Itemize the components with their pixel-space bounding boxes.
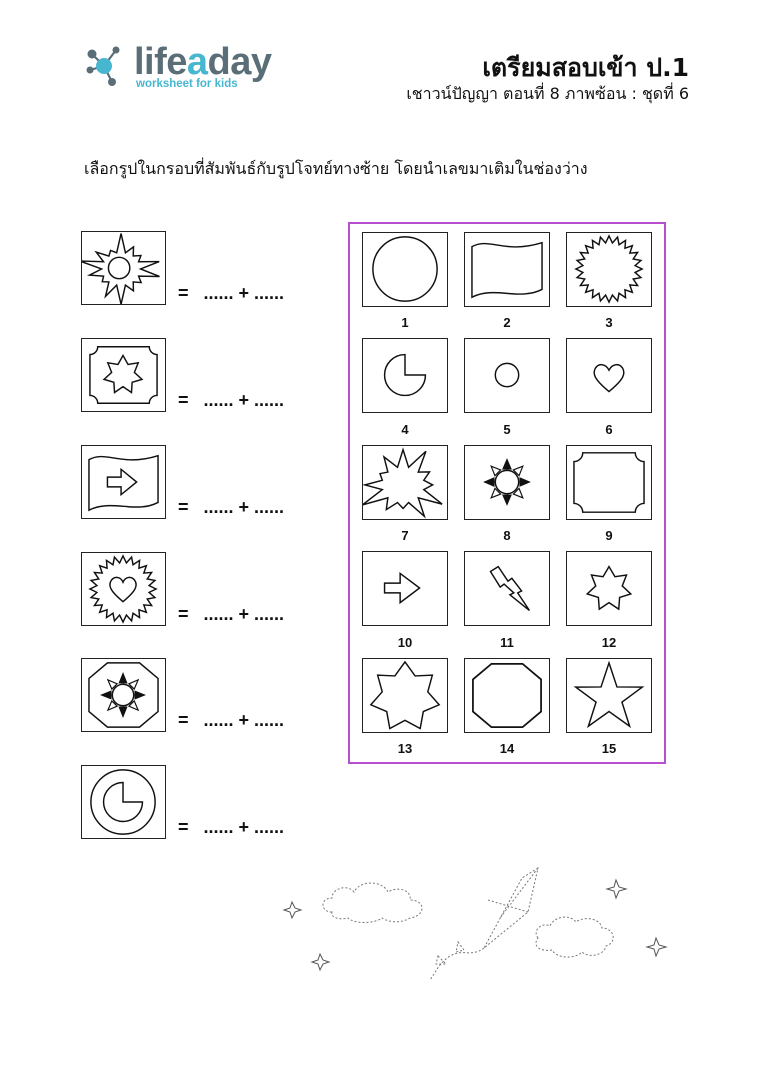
logo <box>82 38 282 98</box>
heart-icon <box>567 339 651 412</box>
option-8-number: 8 <box>503 528 511 543</box>
option-6-number: 6 <box>605 422 613 437</box>
option-12-number: 12 <box>601 635 617 650</box>
option-2[interactable] <box>464 232 550 307</box>
question-5-image <box>81 658 166 732</box>
logo-molecule-icon <box>82 40 134 92</box>
question-2-answer-line[interactable]: = ...... + ...... <box>178 390 285 410</box>
arrow-icon <box>363 552 447 625</box>
circle-icon <box>363 233 447 306</box>
option-13-number: 13 <box>397 741 413 756</box>
question-3-image <box>81 445 166 519</box>
octagon-icon <box>465 659 549 732</box>
sunburst-icon <box>567 233 651 306</box>
question-4-answer-line[interactable]: = ...... + ...... <box>178 604 285 624</box>
page-title: เตรียมสอบเข้า ป.1 <box>482 53 689 82</box>
question-1-answer-line[interactable]: = ...... + ...... <box>178 283 285 303</box>
burst-with-sun-icon <box>82 232 165 304</box>
question-1-image <box>81 231 166 305</box>
option-1-number: 1 <box>401 315 409 330</box>
option-9[interactable] <box>566 445 652 520</box>
option-8[interactable] <box>464 445 550 520</box>
small-circle-icon <box>465 339 549 412</box>
option-1[interactable] <box>362 232 448 307</box>
sun-icon <box>465 446 549 519</box>
option-12[interactable] <box>566 551 652 626</box>
option-13[interactable] <box>362 658 448 733</box>
flag-icon <box>465 233 549 306</box>
option-5-number: 5 <box>503 422 511 437</box>
option-11-number: 11 <box>500 635 514 650</box>
option-14[interactable] <box>464 658 550 733</box>
notched-square-icon <box>567 446 651 519</box>
option-9-number: 9 <box>605 528 613 543</box>
option-3[interactable] <box>566 232 652 307</box>
option-7-number: 7 <box>401 528 409 543</box>
option-11[interactable] <box>464 551 550 626</box>
explosion-icon <box>363 446 447 519</box>
sunburst-with-heart-icon <box>82 553 165 625</box>
kite-clouds-decoration-icon <box>270 860 690 990</box>
page-subtitle: เชาวน์ปัญญา ตอนที่ 8 ภาพซ้อน : ชุดที่ 6 <box>406 84 689 103</box>
option-10-number: 10 <box>397 635 413 650</box>
flag-with-arrow-icon <box>82 446 165 518</box>
large-seven-point-star-icon <box>363 659 447 732</box>
logo-tagline: worksheet for kids <box>136 78 238 90</box>
five-point-star-icon <box>567 659 651 732</box>
option-7[interactable] <box>362 445 448 520</box>
option-15-number: 15 <box>601 741 617 756</box>
question-3-answer-line[interactable]: = ...... + ...... <box>178 497 285 517</box>
notched-square-with-star-icon <box>82 339 165 411</box>
lightning-icon <box>465 552 549 625</box>
question-2-image <box>81 338 166 412</box>
question-6-answer-line[interactable]: = ...... + ...... <box>178 817 285 837</box>
option-15[interactable] <box>566 658 652 733</box>
logo-wordmark: lifeaday <box>134 41 272 83</box>
option-10[interactable] <box>362 551 448 626</box>
instruction-text: เลือกรูปในกรอบที่สัมพันธ์กับรูปโจทย์ทางซ้าย โดยนำเลขมาเติมในช่องว่าง <box>84 159 588 178</box>
question-5-answer-line[interactable]: = ...... + ...... <box>178 710 285 730</box>
circle-with-pacman-icon <box>82 766 165 838</box>
option-5[interactable] <box>464 338 550 413</box>
option-3-number: 3 <box>605 315 613 330</box>
seven-point-star-icon <box>567 552 651 625</box>
option-4-number: 4 <box>401 422 409 437</box>
option-6[interactable] <box>566 338 652 413</box>
question-6-image <box>81 765 166 839</box>
option-4[interactable] <box>362 338 448 413</box>
option-14-number: 14 <box>499 741 515 756</box>
question-4-image <box>81 552 166 626</box>
option-2-number: 2 <box>503 315 511 330</box>
octagon-with-sun-icon <box>82 659 165 731</box>
pacman-icon <box>363 339 447 412</box>
